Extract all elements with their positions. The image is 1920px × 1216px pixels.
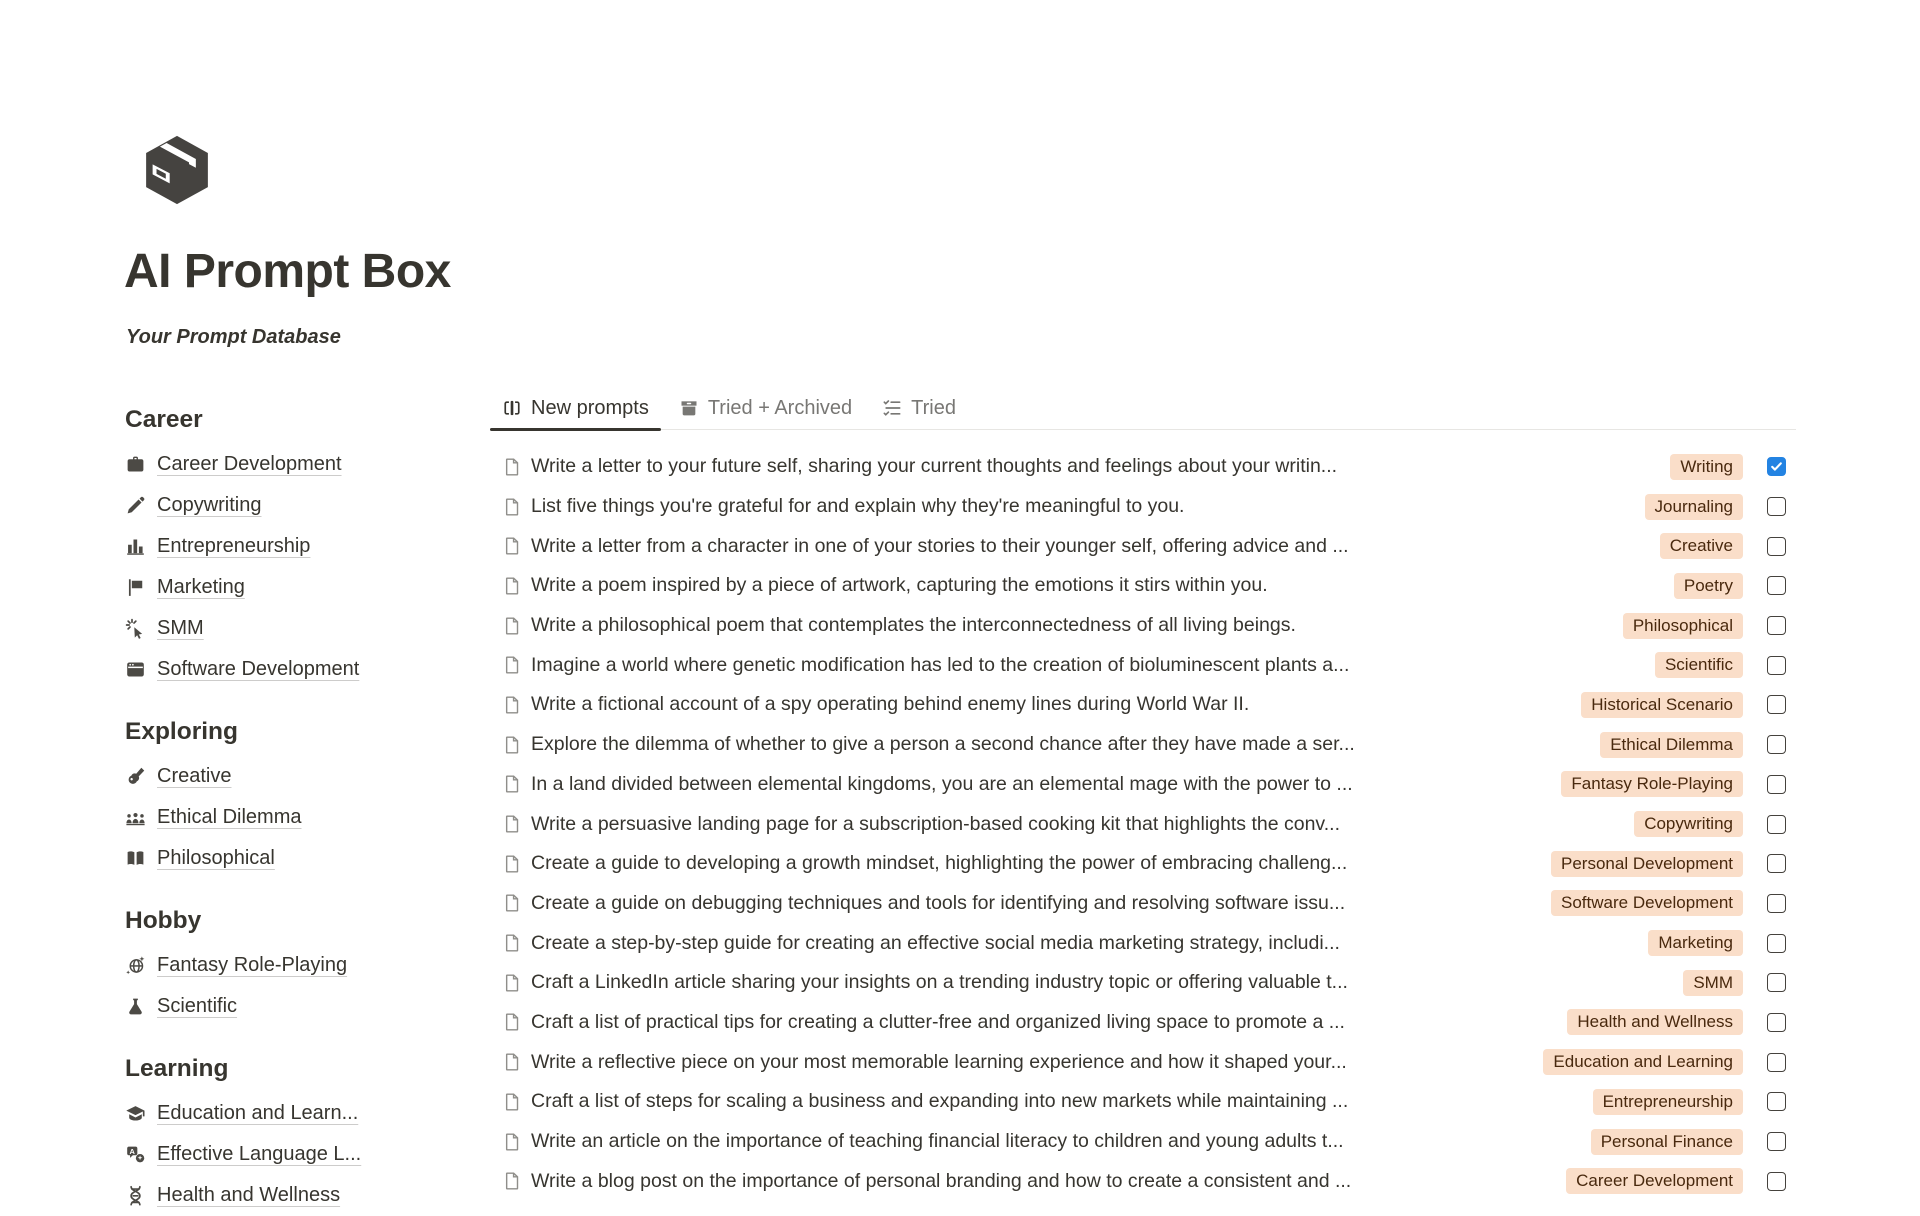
page-file-icon [502,735,522,755]
sidebar-item-creative[interactable] [125,756,425,797]
tag-pill: Copywriting [1634,811,1743,837]
pen-icon [125,495,146,516]
page-file-icon [502,457,522,477]
sidebar-item-label: Creative [157,765,232,787]
sidebar-item-label: Fantasy Role-Playing [157,954,348,976]
table-row [502,884,1796,924]
prompt-table [502,387,1796,1201]
table-row [502,526,1796,566]
table-row [502,844,1796,884]
tag-pill: Education and Learning [1543,1049,1743,1075]
tried-checkbox[interactable] [1767,537,1786,556]
table-row [502,963,1796,1003]
prompt-link[interactable]: Create a guide to developing a growth mindset, highlighting the power of embracing challeng... [531,852,1348,875]
prompt-link[interactable]: Write a fictional account of a spy operating behind enemy lines during World War II. [531,693,1250,716]
sidebar-section-heading: Career [125,406,203,433]
table-row [502,566,1796,606]
prompt-link[interactable]: Craft a list of steps for scaling a business and expanding into new markets while maintaining ... [531,1090,1349,1113]
prompt-link[interactable]: Write an article on the importance of teaching financial literacy to children and young adults t... [531,1130,1344,1153]
page-file-icon [502,814,522,834]
tag-pill: Ethical Dilemma [1600,732,1743,758]
browser-window-icon [125,659,146,680]
tab-label: New prompts [531,396,649,419]
table-row [502,685,1796,725]
sidebar-item-label: Ethical Dilemma [157,806,302,828]
tag-pill: Personal Development [1551,851,1743,877]
page-file-icon [502,973,522,993]
checklist-icon [882,398,902,418]
page-file-icon [502,1132,522,1152]
prompt-link[interactable]: Write a letter from a character in one of your stories to their younger self, offering advice and ... [531,534,1349,557]
page-file-icon [502,893,522,913]
sidebar-item-smm[interactable] [125,608,425,649]
tag-pill: Philosophical [1623,613,1743,639]
prompt-link[interactable]: Imagine a world where genetic modification has led to the creation of bioluminescent plants a... [531,653,1350,676]
tag-pill: Scientific [1655,652,1743,678]
tag-pill: Software Development [1551,890,1743,916]
tab-tried[interactable] [882,387,956,429]
table-row [502,606,1796,646]
table-row [502,1003,1796,1043]
page-file-icon [502,774,522,794]
tab-tried-archived[interactable] [679,387,852,429]
sidebar-item-health-and-wellness[interactable] [125,1175,425,1216]
page-file-icon [502,655,522,675]
view-tabs [502,387,1796,430]
briefcase-icon [125,454,146,475]
tried-checkbox[interactable] [1767,973,1786,992]
sidebar-section-heading: Learning [125,1055,229,1082]
tag-pill: Creative [1660,533,1743,559]
sidebar-section [125,404,425,690]
tab-label: Tried + Archived [707,396,853,419]
tried-checkbox[interactable] [1767,656,1786,675]
sidebar-item-marketing[interactable] [125,567,425,608]
sidebar-item-label: Career Development [157,453,342,475]
tried-checkbox[interactable] [1767,1013,1786,1032]
table-row [502,645,1796,685]
prompt-link[interactable]: Explore the dilemma of whether to give a person a second chance after they have made a ser... [531,733,1355,756]
sidebar-item-software-development[interactable] [125,649,425,690]
page-file-icon [502,933,522,953]
tag-pill: Entrepreneurship [1593,1089,1743,1115]
sidebar-item-career-development[interactable] [125,444,425,485]
prompt-link[interactable]: Write a blog post on the importance of personal branding and how to create a consistent and ... [531,1169,1352,1192]
tag-pill: Personal Finance [1591,1129,1743,1155]
tag-pill: Poetry [1674,573,1743,599]
sidebar-section [125,1053,425,1216]
tag-pill: Journaling [1645,494,1743,520]
sidebar-item-label: Health and Wellness [157,1184,341,1206]
tried-checkbox[interactable] [1767,1092,1786,1111]
tried-checkbox[interactable] [1767,497,1786,516]
tag-pill: Marketing [1648,930,1743,956]
prompt-link[interactable]: Write a letter to your future self, sharing your current thoughts and feelings about your writin... [531,455,1338,478]
prompt-link[interactable]: Write a poem inspired by a piece of artwork, capturing the emotions it stirs within you. [531,574,1268,597]
archive-icon [679,398,699,418]
tried-checkbox[interactable] [1767,1053,1786,1072]
board-view-icon [502,398,522,418]
tried-checkbox[interactable] [1767,695,1786,714]
table-row [502,447,1796,487]
prompt-link[interactable]: Craft a list of practical tips for creating a clutter-free and organized living space to promote a ... [531,1010,1345,1033]
sidebar-item-label: Marketing [157,576,245,598]
sidebar-section [125,716,425,879]
page-file-icon [502,1171,522,1191]
page-subtitle: Your Prompt Database [126,326,341,348]
sidebar-item-entrepreneurship[interactable] [125,526,425,567]
chart-buildings-icon [125,536,146,557]
tried-checkbox[interactable] [1767,815,1786,834]
table-row [502,1161,1796,1201]
page-file-icon [502,497,522,517]
sidebar-item-label: Entrepreneurship [157,535,311,557]
people-group-icon [125,807,146,828]
cursor-click-icon [125,618,146,639]
tried-checkbox[interactable] [1767,1132,1786,1151]
page-file-icon [502,1052,522,1072]
sidebar-item-scientific[interactable] [125,986,425,1027]
table-row [502,1042,1796,1082]
prompt-link[interactable]: Create a guide on debugging techniques and tools for identifying and resolving software issu... [531,891,1346,914]
prompt-link[interactable]: Write a philosophical poem that contemplates the interconnectedness of all living beings. [531,614,1296,637]
tag-pill: Historical Scenario [1581,692,1743,718]
tried-checkbox[interactable] [1767,934,1786,953]
page-file-icon [502,616,522,636]
sidebar-item-ethical-dilemma[interactable] [125,797,425,838]
sidebar-item-label: Education and Learn... [157,1102,359,1124]
tried-checkbox[interactable] [1767,616,1786,635]
table-row [502,487,1796,527]
sidebar-section [125,905,425,1027]
tag-pill: Career Development [1566,1168,1743,1194]
tag-pill: Health and Wellness [1567,1009,1743,1035]
language-icon [125,1144,146,1165]
prompt-link[interactable]: In a land divided between elemental kingdoms, you are an elemental mage with the power to ... [531,772,1353,795]
flask-icon [125,996,146,1017]
prompt-link[interactable]: List five things you're grateful for and explain why they're meaningful to you. [531,495,1185,518]
sidebar-item-effective-language-l[interactable] [125,1134,425,1175]
page-file-icon [502,854,522,874]
tried-checkbox[interactable] [1767,854,1786,873]
sidebar-section-heading: Exploring [125,718,238,745]
tried-checkbox[interactable] [1767,576,1786,595]
sidebar-item-education-and-learn[interactable] [125,1093,425,1134]
sidebar-item-fantasy-role-playing[interactable] [125,945,425,986]
tried-checkbox[interactable] [1767,1172,1786,1191]
table-row [502,804,1796,844]
page-file-icon [502,695,522,715]
tag-pill: SMM [1683,970,1743,996]
prompt-link[interactable]: Craft a LinkedIn article sharing your insights on a trending industry topic or offering valuable t... [531,971,1348,994]
svg-text:A: A [129,1146,135,1156]
tried-checkbox[interactable] [1767,457,1786,476]
sidebar-item-label: SMM [157,617,204,639]
box-logo-icon [138,131,216,209]
flag-icon [125,577,146,598]
page-title: AI Prompt Box [124,245,451,298]
tried-checkbox[interactable] [1767,775,1786,794]
prompt-link[interactable]: Write a persuasive landing page for a subscription-based cooking kit that highlights the conv... [531,812,1340,835]
tab-new-prompts[interactable] [502,387,649,429]
tried-checkbox[interactable] [1767,735,1786,754]
sidebar-item-copywriting[interactable] [125,485,425,526]
page-file-icon [502,536,522,556]
page-file-icon [502,576,522,596]
tab-label: Tried [911,396,956,419]
tried-checkbox[interactable] [1767,894,1786,913]
sidebar-section-heading: Hobby [125,907,202,934]
guitar-icon [125,766,146,787]
graduation-cap-icon [125,1103,146,1124]
tag-pill: Writing [1670,454,1743,480]
table-row [502,1122,1796,1162]
table-row [502,923,1796,963]
category-sidebar [125,404,425,1216]
tag-pill: Fantasy Role-Playing [1561,771,1743,797]
page-file-icon [502,1012,522,1032]
globe-sparkle-icon [125,955,146,976]
sidebar-item-label: Software Development [157,658,360,680]
table-row [502,765,1796,805]
table-row [502,1082,1796,1122]
sidebar-item-label: Copywriting [157,494,262,516]
table-row [502,725,1796,765]
prompt-rows [502,447,1796,1201]
sidebar-item-philosophical[interactable] [125,838,425,879]
prompt-link[interactable]: Create a step-by-step guide for creating an effective social media marketing strategy, includi... [531,931,1340,954]
open-book-icon [125,848,146,869]
prompt-link[interactable]: Write a reflective piece on your most memorable learning experience and how it shaped your... [531,1050,1347,1073]
page-file-icon [502,1092,522,1112]
sidebar-item-label: Scientific [157,995,238,1017]
dna-icon [125,1185,146,1206]
sidebar-item-label: Effective Language L... [157,1143,362,1165]
sidebar-item-label: Philosophical [157,847,275,869]
